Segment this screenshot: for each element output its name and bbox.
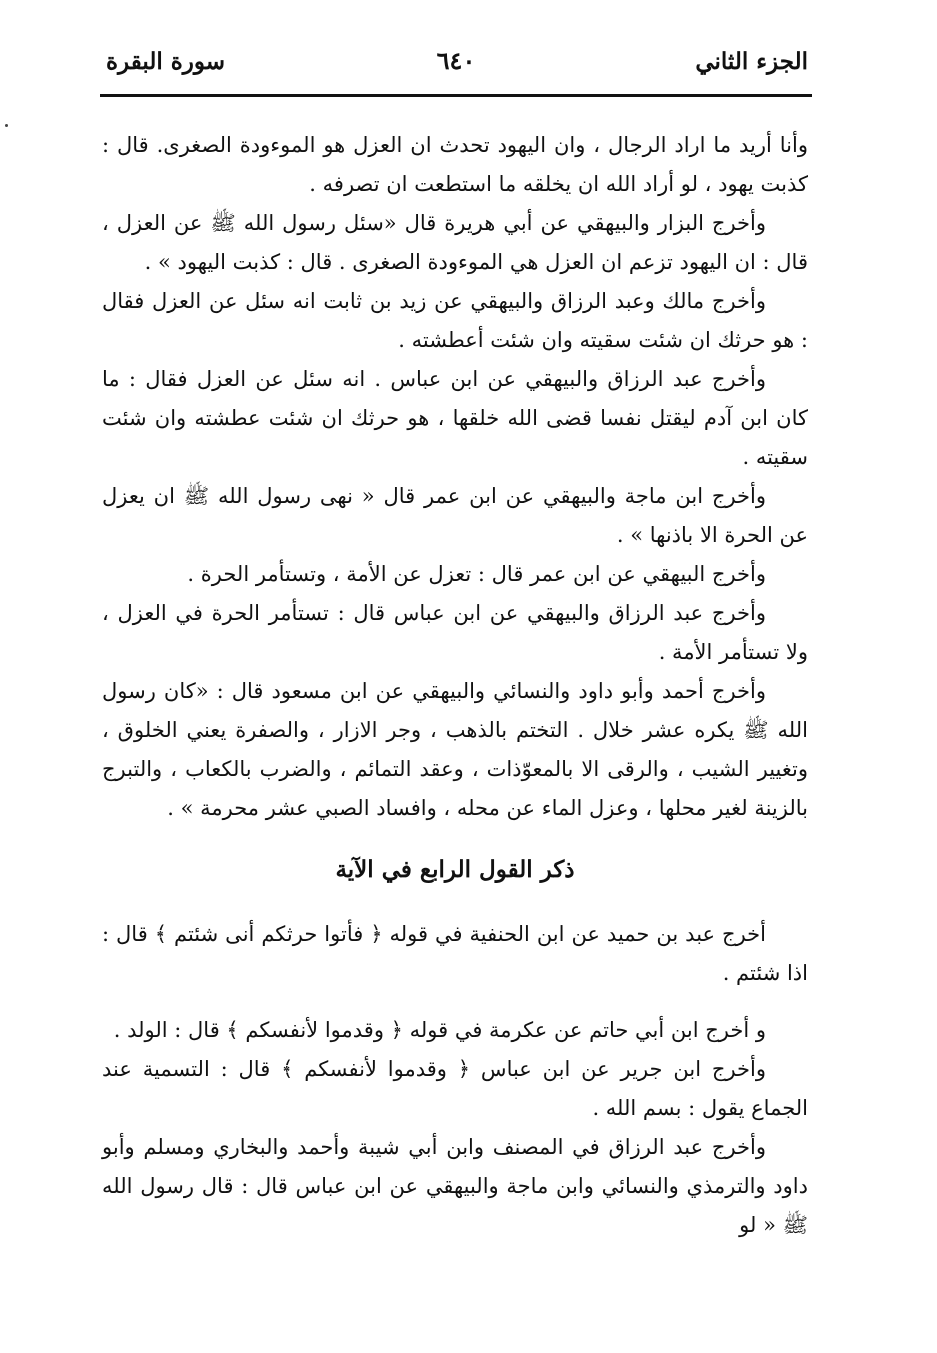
surah-label: سورة البقرة (106, 48, 226, 75)
scan-speck (5, 124, 8, 127)
paragraph: وأخرج البزار والبيهقي عن أبي هريرة قال «سئل رسول الله ﷺ عن العزل ، قال : ان اليهود تزعم ان العزل هي الموءودة الصغرى . قال : كذبت اليهود » . (102, 211, 808, 274)
paragraph: وأخرج ابن ماجة والبيهقي عن ابن عمر قال « نهى رسول الله ﷺ ان يعزل عن الحرة الا باذنها » . (102, 484, 808, 547)
page-header (100, 36, 812, 97)
paragraph: و أخرج ابن أبي حاتم عن عكرمة في قوله ﴿ وقدموا لأنفسكم ﴾ قال : الولد . (113, 1018, 766, 1042)
paragraph: وأخرج عبد الرزاق والبيهقي عن ابن عباس قال : تستأمر الحرة في العزل ، ولا تستأمر الأمة . (102, 601, 808, 664)
paragraph: أخرج عبد بن حميد عن ابن الحنفية في قوله ﴿ فأتوا حرثكم أنى شئتم ﴾ قال : اذا شئتم . (102, 922, 808, 985)
paragraph: وأخرج مالك وعبد الرزاق والبيهقي عن زيد بن ثابت انه سئل عن العزل فقال : هو حرثك ان شئت سقيته وان شئت أعطشته . (102, 289, 808, 352)
page-body (102, 126, 808, 1245)
section-heading: ذكر القول الرابع في الآية (335, 856, 575, 883)
paragraph: وأخرج ابن جرير عن ابن عباس ﴿ وقدموا لأنفسكم ﴾ قال : التسمية عند الجماع يقول : بسم الله . (102, 1057, 808, 1120)
paragraph-continuation: وأنا أريد ما اراد الرجال ، وان اليهود تحدث ان العزل هو الموءودة الصغرى. قال : كذبت يهود ، لو أراد الله ان يخلقه ما استطعت ان تصرفه . (102, 133, 808, 196)
paragraph: وأخرج أحمد وأبو داود والنسائي والبيهقي عن ابن مسعود قال : «كان رسول الله ﷺ يكره عشر خلال . التختم بالذهب ، وجر الازار ، والصفرة يعني الخلوق ، وتغيير الشيب ، والرقى الا بالمعوّذات ، وعقد التمائم ، والضرب بالكعاب ، والتبرج بالزينة لغير محلها ، وعزل الماء عن محله ، وافساد الصبي عشر محرمة » . (102, 679, 808, 820)
paragraph: وأخرج عبد الرزاق في المصنف وابن أبي شيبة وأحمد والبخاري ومسلم وأبو داود والترمذي والنسائي وابن ماجة والبيهقي عن ابن عباس قال : قال رسول الله ﷺ « لو (102, 1135, 808, 1237)
paragraph: وأخرج عبد الرزاق والبيهقي عن ابن عباس . انه سئل عن العزل فقال : ما كان ابن آدم ليقتل نفسا قضى الله خلقها ، هو حرثك ان شئت عطشته وان شئت سقيته . (102, 367, 808, 469)
part-label: الجزء الثاني (695, 48, 808, 75)
paragraph: وأخرج البيهقي عن ابن عمر قال : تعزل عن الأمة ، وتستأمر الحرة . (187, 562, 766, 586)
paragraph-gap (102, 993, 808, 1011)
page-number: ٦٤٠ (436, 46, 476, 75)
